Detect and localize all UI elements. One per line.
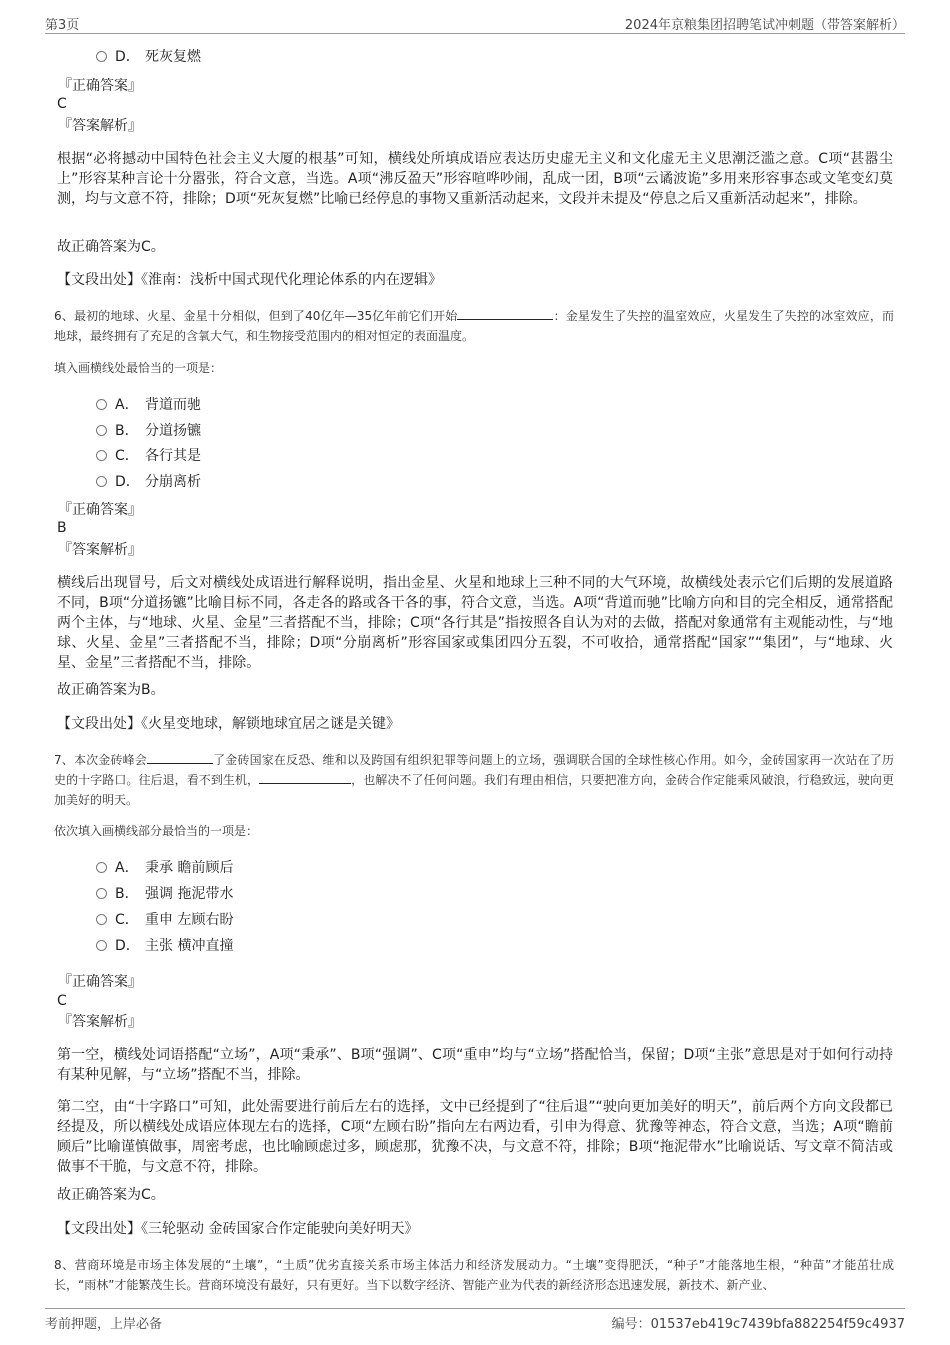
q6-analysis: 横线后出现冒号，后文对横线处成语进行解释说明，指出金星、火星和地球上三种不同的大气环境，故横线处表示它们后期的发展道路不同，B项“分道扬镳”比喻目标不同，各走各的路或各干各的事，符合文意，当选。A项“背道而驰”比喻方向和目的完全相反，通常搭配两个主体，与“地球、火星、金星”三者搭配不当，排除；C项“各行其是”指按照各自认为对的去做，搭配对象通常有主观能动性，与“地球、火星、金星”三者搭配不当，排除；D项“分崩离析”形容国家或集团四分五裂，不可收拾，通常搭配“国家”“集团”，与“地球、火星、金星”三者搭配不当，排除。: [57, 575, 893, 671]
q7-answer: C: [57, 993, 67, 1009]
q5-conclusion: 故正确答案为C。: [57, 239, 165, 255]
radio-icon[interactable]: [96, 51, 107, 62]
q8-question: 8、营商环境是市场主体发展的“土壤”，“土质”优劣直接关系市场主体活力和经济发展动力。“土壤”变得肥沃，“种子”才能落地生根，“种苗”才能茁壮成长，“雨林”才能繁茂生长。营商环境没有最好，只有更好。当下以数字经济、智能产业为代表的新经济形态迅速发展，新技术、新产业、: [54, 1258, 894, 1292]
q6-option-d[interactable]: D． 分崩离析: [96, 472, 201, 492]
q6-blank: [457, 307, 553, 320]
page-header: [45, 14, 905, 34]
q5-source: 【文段出处】《淮南：浅析中国式现代化理论体系的内在逻辑》: [57, 272, 442, 288]
radio-icon[interactable]: [96, 476, 107, 487]
q6-option-b[interactable]: B． 分道扬镳: [96, 421, 201, 441]
q7-option-a[interactable]: A． 秉承 瞻前顾后: [96, 858, 233, 878]
page-number: 第3页: [45, 18, 80, 33]
q6-source: 【文段出处】《火星变地球，解锁地球宜居之谜是关键》: [57, 716, 400, 732]
q5-answer-label: 『正确答案』: [58, 78, 142, 94]
document-code: 编号：01537eb419c7439bfa882254f59c4937: [611, 1317, 905, 1332]
q7-analysis-second: 第二空，由“十字路口”可知，此处需要进行前后左右的选择，文中已经提到了“往后退”“驶向更加美好的明天”，前后两个方向文段都已经提及，所以横线处成语应体现左右的选择，C项“左顾右盼”指向左右两边看，引申为得意、犹豫等神态，符合文意，当选；A项“瞻前顾后”比喻谨慎做事，周密考虑，也比喻顾虑过多，顾虑那，犹豫不决，与文意不符，排除；B项“拖泥带水”比喻说话、写文章不简洁或做事不干脆，与文意不符，排除。: [57, 1099, 893, 1175]
header-divider: [45, 33, 905, 34]
q6-answer-label: 『正确答案』: [58, 502, 142, 518]
footer-divider: [45, 1308, 905, 1309]
q6-conclusion: 故正确答案为B。: [57, 682, 165, 698]
q7-answer-label: 『正确答案』: [58, 974, 142, 990]
q6-option-c[interactable]: C． 各行其是: [96, 446, 201, 466]
q7-blank-2: [259, 771, 351, 784]
q5-option-d[interactable]: D． 死灰复燃: [96, 47, 201, 67]
radio-icon[interactable]: [96, 888, 107, 899]
document-title: 2024年京粮集团招聘笔试冲刺题（带答案解析）: [624, 18, 905, 33]
q6-prompt: 填入画横线处最恰当的一项是：: [54, 361, 223, 375]
footer-slogan: 考前押题，上岸必备: [45, 1317, 163, 1332]
q6-answer: B: [57, 520, 67, 536]
q7-source: 【文段出处】《三轮驱动 金砖国家合作定能驶向美好明天》: [57, 1221, 419, 1237]
q6-question: 6、最初的地球、火星、金星十分相似，但到了40亿年—35亿年前它们开始 ：金星发生了失控的温室效应，火星发生了失控的冰室效应，而地球，最终拥有了充足的含氧大气，和生物接受范围内的相对恒定的表面温度。: [54, 309, 894, 343]
q7-prompt: 依次填入画横线部分最恰当的一项是：: [54, 824, 259, 838]
page-footer: [45, 1313, 905, 1333]
q7-option-c[interactable]: C． 重申 左顾右盼: [96, 910, 233, 930]
q7-question: 7、本次金砖峰会 了金砖国家在反恐、维和以及跨国有组织犯罪等问题上的立场，强调联合国的全球性核心作用。如今，金砖国家再一次站在了历史的十字路口。往后退，看不到生机， ，也解决不了任何问题。我们有理由相信，只要把准方向，金砖合作定能乘风破浪，行稳致远，驶向更加美好的明天。: [54, 753, 894, 807]
radio-icon[interactable]: [96, 862, 107, 873]
radio-icon[interactable]: [96, 425, 107, 436]
radio-icon[interactable]: [96, 450, 107, 461]
q6-option-a[interactable]: A． 背道而驰: [96, 395, 201, 415]
q7-analysis-first: 第一空，横线处词语搭配“立场”，A项“秉承”、B项“强调”、C项“重申”均与“立场”搭配恰当，保留；D项“主张”意思是对于如何行动持有某种见解，与“立场”搭配不当，排除。: [57, 1047, 893, 1083]
q5-answer: C: [57, 96, 67, 112]
q6-analysis-label: 『答案解析』: [58, 542, 142, 558]
radio-icon[interactable]: [96, 914, 107, 925]
q5-analysis: 根据“必将撼动中国特色社会主义大厦的根基”可知，横线处所填成语应表达历史虚无主义和文化虚无主义思潮泛滥之意。C项“甚嚣尘上”形容某种言论十分嚣张，符合文意，当选。A项“沸反盈天”形容喧哗吵闹，乱成一团，B项“云谲波诡”多用来形容事态或文笔变幻莫测，均与文意不符，排除；D项“死灰复燃”比喻已经停息的事物又重新活动起来，文段并未提及“停息之后又重新活动起来”，排除。: [57, 151, 893, 207]
radio-icon[interactable]: [96, 940, 107, 951]
radio-icon[interactable]: [96, 399, 107, 410]
q7-option-d[interactable]: D． 主张 横冲直撞: [96, 936, 233, 956]
q7-option-b[interactable]: B． 强调 拖泥带水: [96, 884, 233, 904]
q7-conclusion: 故正确答案为C。: [57, 1187, 165, 1203]
q7-blank-1: [147, 751, 213, 764]
q7-analysis-label: 『答案解析』: [58, 1014, 142, 1030]
q5-analysis-label: 『答案解析』: [58, 118, 142, 134]
